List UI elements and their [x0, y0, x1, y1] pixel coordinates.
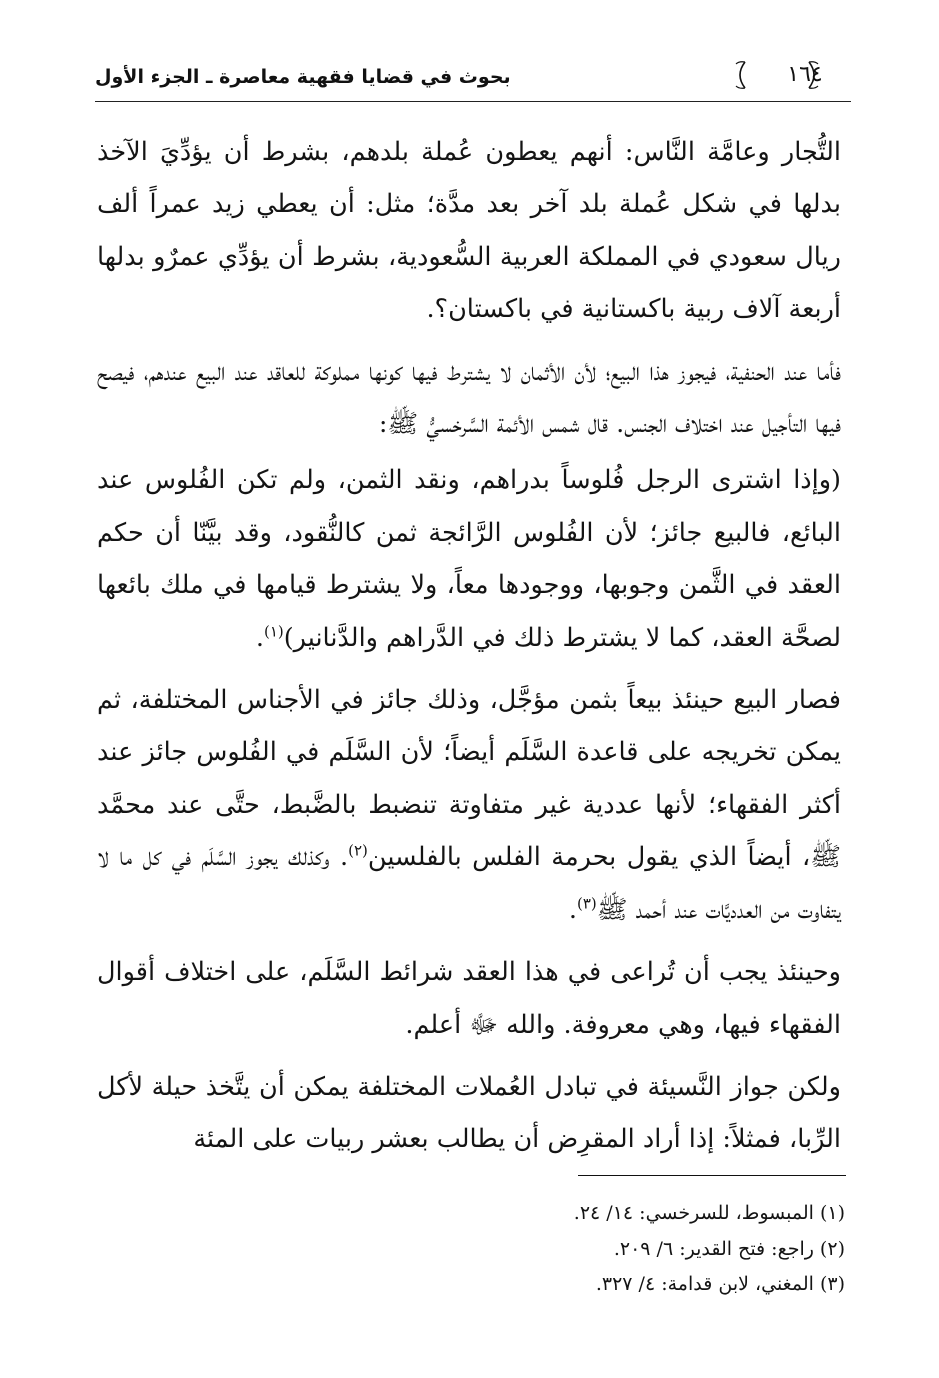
footnote-ref-1: (١) [263, 622, 284, 641]
quote-paragraph [97, 454, 841, 664]
paragraph-6: ولكن جواز النَّسيئة في تبادل العُملات المختلفة يمكن أن يتَّخذ حيلة لأكل الرِّبا، فمثلاً: إذا أراد المقرِض أن يطالب بعشر ربيات على المئة [97, 1071, 841, 1155]
running-title: بحوث في قضايا فقهية معاصرة ـ الجزء الأول [95, 66, 511, 88]
paragraph-4-tail: . [568, 894, 577, 925]
footnote-2: (٢) راجع: فتح القدير: ٦/ ٢٠٩. [613, 1237, 845, 1260]
paragraph-5: وحينئذ يجب أن تُراعى في هذا العقد شرائط السَّلَم، على اختلاف أقوال الفقهاء فيها، وهي معروفة. والله ﷻ أعلم. [97, 957, 841, 1040]
paragraph-2: فأما عند الحنفية، فيجوز هذا البيع؛ لأن الأثمان لا يشترط فيها كونها مملوكة للعاقد عند البيع عندهم، فيصح فيها التأجيل عند اختلاف الجنس. قال شمس الأئمة السَّرخسيُّ ﷺ: [97, 356, 841, 440]
footnote-ref-3: (٣) [576, 894, 597, 913]
header-divider [95, 101, 851, 102]
paragraph-1: التُّجار وعامَّة النَّاس: أنهم يعطون عُملة بلدهم، بشرط أن يؤدِّيَ الآخذ بدلها في شكل عُملة بلد آخر بعد مدَّة؛ مثل: أن يعطي زيد عمراً ألف ريال سعودي في المملكة العربية السُّعودية، بشرط أن يؤدِّي عمرٌو بدلها أربعة آلاف ربية باكستانية في باكستان؟. [97, 137, 841, 325]
quote-text: (وإذا اشترى الرجل فُلوساً بدراهم، ونقد الثمن، ولم تكن الفُلوس عند البائع، فالبيع جائز؛ لأن الفُلوس الرَّائجة ثمن كالنُّقود، وقد بيَّنّا أن حكم العقد في الثَّمن وجوبها، ووجودها معاً، ولا يشترط قيامها في ملك بائعها لصحَّة العقد، كما لا يشترط ذلك في الدَّراهم والدَّنانير) [97, 465, 841, 653]
footnotes [345, 1196, 845, 1303]
page-number-ornament-icon [731, 60, 823, 90]
page-number-frame [759, 60, 851, 90]
paragraph-4 [97, 674, 841, 936]
main-text [97, 126, 841, 1166]
footnote-divider [578, 1175, 846, 1176]
paragraph-4-text: فصار البيع حينئذ بيعاً بثمن مؤجَّل، وذلك جائز في الأجناس المختلفة، ثم يمكن تخريجه على قاعدة السَّلَم أيضاً؛ لأن السَّلَم في الفُلوس جائز عند أكثر الفقهاء؛ لأنها عددية غير متفاوتة تنضبط بالضَّبط، حتَّى عند محمَّد ﷺ، أيضاً الذي يقول بحرمة الفلس بالفلسين [97, 685, 841, 873]
page-number: ١٦٤ [787, 62, 823, 87]
footnote-ref-2: (٢) [348, 841, 368, 860]
footnote-3: (٣) المغني، لابن قدامة: ٤/ ٣٢٧. [595, 1273, 845, 1295]
paragraph-4-middle: . وكذلك يجوز السَّلَم في كل ما لا يتفاوت من العدديَّات عند أحمد ﷺ [97, 842, 841, 925]
quote-tail: . [255, 622, 264, 653]
footnote-1: (١) المبسوط، للسرخسي: ١٤/ ٢٤. [573, 1202, 845, 1224]
page-header [95, 52, 851, 107]
